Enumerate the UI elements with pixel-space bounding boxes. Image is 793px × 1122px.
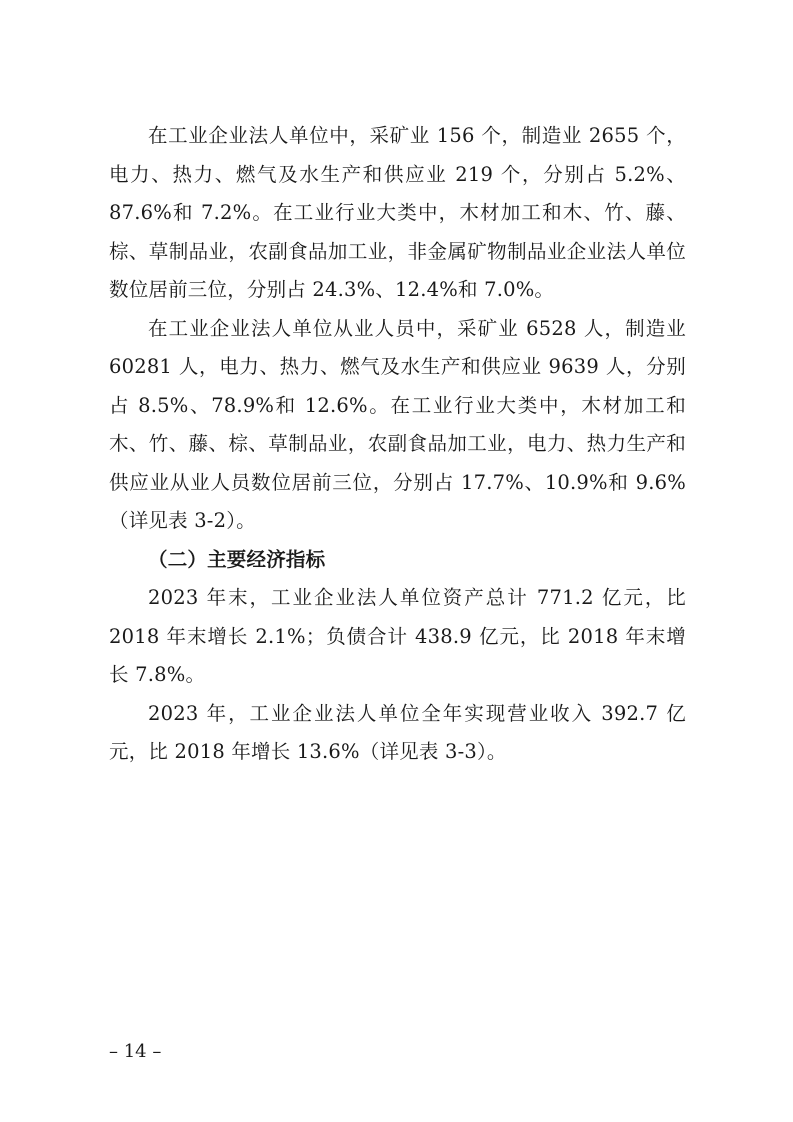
paragraph-operating-revenue: 2023 年，工业企业法人单位全年实现营业收入 392.7 亿元，比 2018 年增长 13.6%（详见表 3-3）。 [109,701,686,763]
paragraph-employee-count: 在工业企业法人单位从业人员中，采矿业 6528 人，制造业 60281 人，电力、热力、燃气及水生产和供应业 9639 人，分别占 8.5%、78.9%和 12.6%。在工业行业大类中，木材加工和木、竹、藤、棕、草制品业，农副食品加工业，电力、热力生产和供应业从业人员数位居前三位，分别占 17.7%、10.9%和 9.6%（详见表 3-2）。 [109,316,686,532]
paragraph-enterprise-count: 在工业企业法人单位中，采矿业 156 个，制造业 2655 个，电力、热力、燃气及水生产和供应业 219 个，分别占 5.2%、87.6%和 7.2%。在工业行业大类中，木材加工和木、竹、藤、棕、草制品业，农副食品加工业，非金属矿物制品业企业法人单位数位居前三位，分别占 24.3%、12.4%和 7.0%。 [109,124,686,301]
paragraph-assets-liabilities: 2023 年末，工业企业法人单位资产总计 771.2 亿元，比 2018 年末增长 2.1%；负债合计 438.9 亿元，比 2018 年末增长 7.8%。 [109,586,686,686]
page-number: – 14 – [109,1041,162,1062]
document-body [109,117,686,772]
section-heading-economic-indicators: （二）主要经济指标 [148,547,326,571]
